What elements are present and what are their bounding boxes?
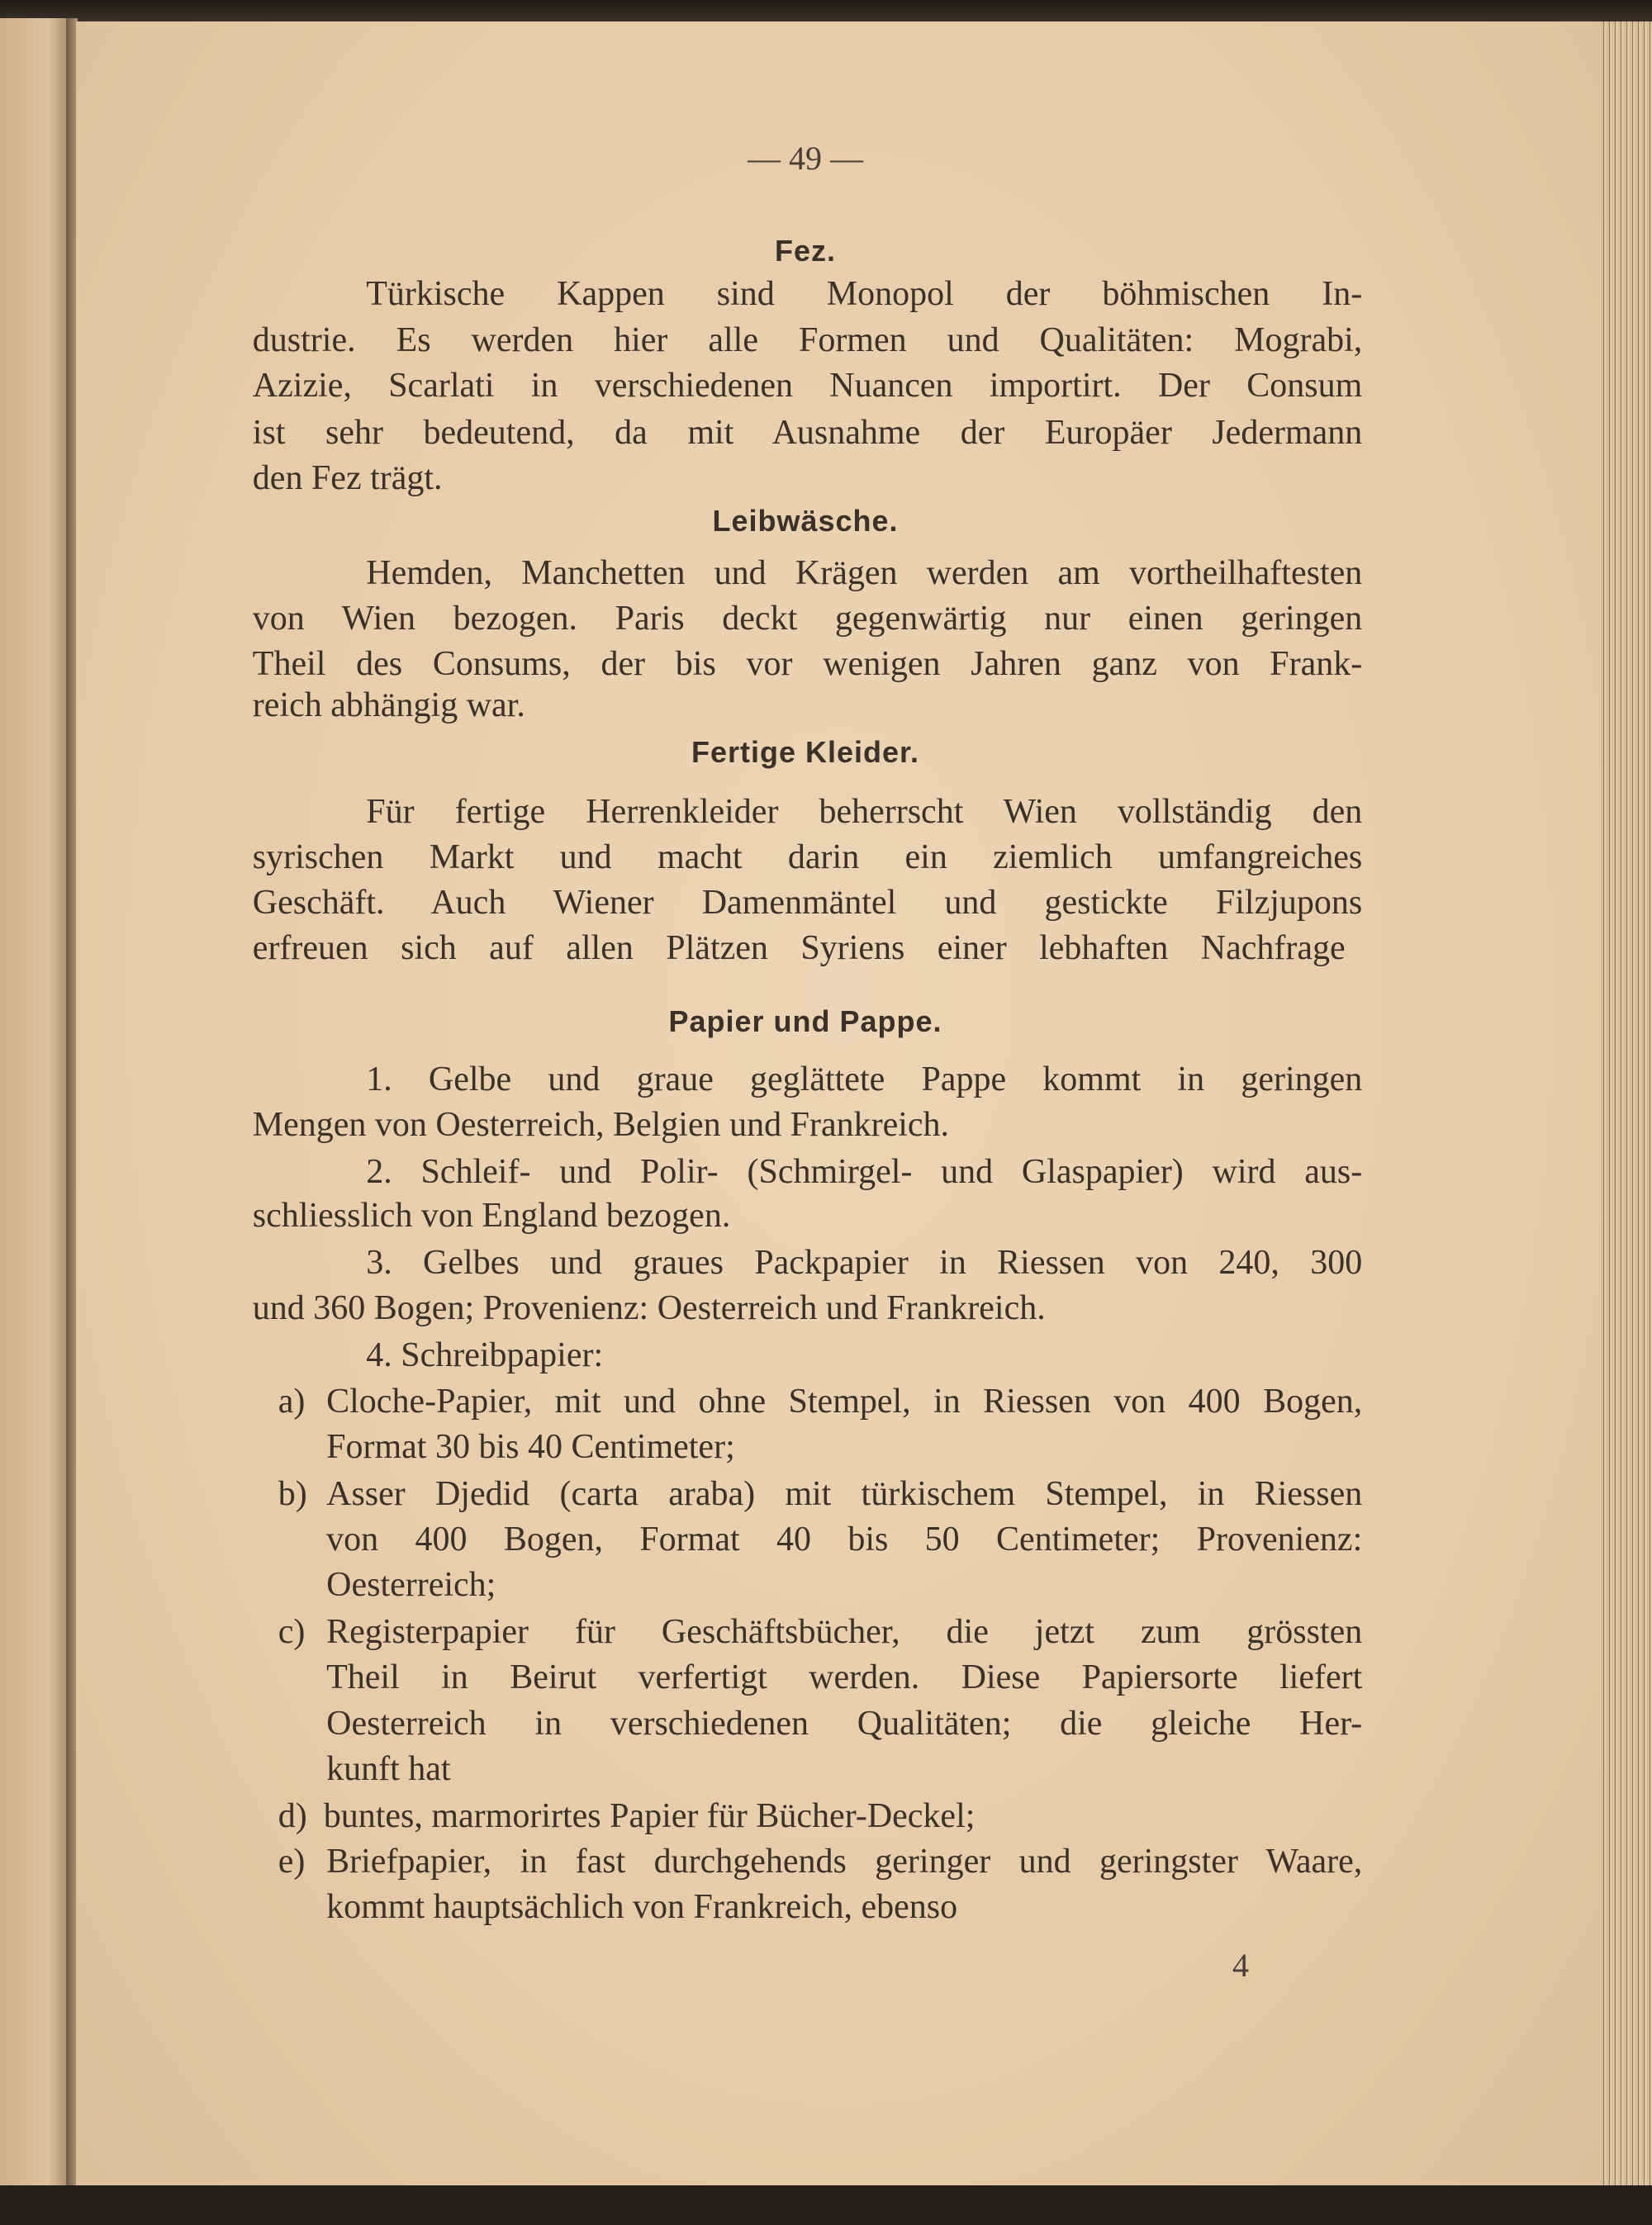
text-line: und 360 Bogen; Provenienz: Oesterreich und Frankreich. (252, 1288, 1046, 1327)
text-line: Geschäft. Auch Wiener Damenmäntel und gestickte Filzjupons (252, 883, 1363, 922)
text-line: Türkische Kappen sind Monopol der böhmischen In- (366, 274, 1363, 313)
text-line: dustrie. Es werden hier alle Formen und Qualitäten: Mograbi, (252, 321, 1363, 360)
text-line: Cloche-Papier, mit und ohne Stempel, in Riessen von 400 Bogen, (326, 1383, 1363, 1421)
page-number: — 49 — (748, 140, 863, 177)
text-line: von 400 Bogen, Format 40 bis 50 Centimeter; Provenienz: (326, 1520, 1363, 1559)
text-line: den Fez trägt. (252, 458, 443, 497)
text-line: reich abhängig war. (252, 686, 525, 724)
text-line: Theil des Consums, der bis vor wenigen Jahren ganz von Frank- (252, 645, 1363, 684)
text-line: Registerpapier für Geschäftsbücher, die jetzt zum grössten (326, 1612, 1363, 1651)
list-item-label: a) (278, 1383, 306, 1421)
text-line: Für fertige Herrenkleider beherrscht Wien vollständig den (366, 792, 1363, 831)
text-line: Format 30 bis 40 Centimeter; (326, 1428, 735, 1467)
text-line: Theil in Beirut verfertigt werden. Diese Papiersorte liefert (326, 1658, 1363, 1696)
text-line: 3. Gelbes und graues Packpapier in Riessen von 240, 300 (366, 1244, 1363, 1283)
text-line: 4. Schreibpapier: (366, 1335, 604, 1374)
text-line: von Wien bezogen. Paris deckt gegenwärtig nur einen geringen (252, 600, 1363, 638)
list-item-label: d) (278, 1797, 307, 1836)
text-line: Oesterreich; (326, 1566, 496, 1604)
list-item-label: b) (278, 1475, 307, 1514)
scan-bottom-edge (0, 2185, 1652, 2225)
facing-page-edge (0, 18, 69, 2190)
text-line: Asser Djedid (carta araba) mit türkischem Stempel, in Riessen (326, 1475, 1363, 1514)
text-line: 2. Schleif- und Polir- (Schmirgel- und Glaspapier) wird aus- (366, 1153, 1363, 1192)
text-line: 1. Gelbe und graue geglättete Pappe kommt in geringen (366, 1060, 1363, 1099)
text-line: ist sehr bedeutend, da mit Ausnahme der Europäer Jedermann (252, 413, 1363, 452)
list-item-label: e) (278, 1843, 306, 1881)
text-line: kunft hat (326, 1750, 451, 1789)
text-line: Azizie, Scarlati in verschiedenen Nuancen importirt. Der Consum (252, 367, 1363, 406)
text-line: Briefpapier, in fast durchgehends geringer und geringster Waare, (326, 1843, 1363, 1881)
page-stack-edge (1601, 21, 1652, 2185)
text-line: buntes, marmorirtes Papier für Bücher-Deckel; (323, 1797, 976, 1836)
printer-signature-mark: 4 (1232, 1947, 1249, 1984)
text-line: erfreuen sich auf allen Plätzen Syriens einer lebhaften Nachfrage (252, 928, 1346, 967)
text-line: Hemden, Manchetten und Krägen werden am vortheilhaftesten (366, 554, 1363, 593)
text-line: Oesterreich in verschiedenen Qualitäten; die gleiche Her- (326, 1705, 1363, 1743)
text-line: Mengen von Oesterreich, Belgien und Frankreich. (252, 1106, 950, 1145)
section-heading: Leibwäsche. (712, 503, 899, 538)
list-item-label: c) (278, 1612, 306, 1651)
section-heading: Fez. (774, 234, 836, 268)
text-line: kommt hauptsächlich von Frankreich, ebenso (326, 1887, 958, 1926)
text-line: syrischen Markt und macht darin ein ziemlich umfangreiches (252, 837, 1363, 876)
text-line: schliesslich von England bezogen. (252, 1197, 731, 1236)
section-heading: Papier und Pappe. (668, 1003, 942, 1038)
section-heading: Fertige Kleider. (691, 734, 920, 769)
scan-top-edge (0, 0, 1652, 21)
